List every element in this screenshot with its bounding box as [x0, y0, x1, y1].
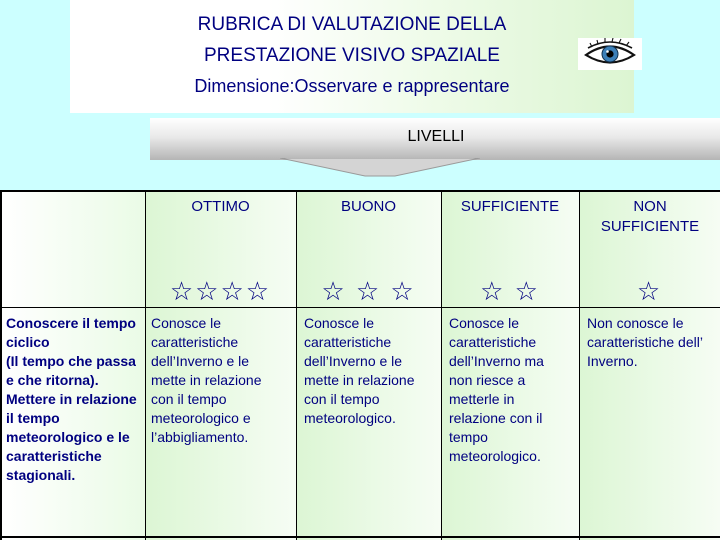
- stars-ottimo: ☆☆☆☆: [169, 276, 272, 306]
- criterion-line-1: Conoscere il tempo ciclico: [6, 315, 136, 350]
- levels-arrow: [280, 158, 480, 178]
- table-top-border: [0, 190, 720, 192]
- description-sufficiente: Conosce le caratteristiche dell’Inverno ma non riesce a metterle in relazione con il tempo meteorologico.: [449, 315, 544, 464]
- table-bottom-border: [0, 536, 720, 538]
- heading-sufficiente: SUFFICIENTE: [460, 198, 560, 215]
- criterion-label: [6, 314, 141, 485]
- table-left-border: [0, 190, 2, 540]
- title-subtitle: Dimensione:Osservare e rappresentare: [194, 76, 510, 96]
- description-non-sufficiente: Non conosce le caratteristiche dell’ Inverno.: [587, 315, 703, 369]
- row-divider: [0, 307, 720, 308]
- description-ottimo: Conosce le caratteristiche dell’Inverno e le mette in relazione con il tempo meteorologico e l’abbigliamento.: [151, 315, 262, 445]
- stars-sufficiente: ☆ ☆: [480, 276, 540, 306]
- eye-icon: [578, 38, 642, 70]
- column-divider: [579, 190, 580, 540]
- column-divider: [145, 190, 146, 540]
- stars-non-sufficiente: ☆: [636, 276, 663, 306]
- levels-label: LIVELLI: [407, 128, 465, 145]
- heading-buono: BUONO: [340, 198, 396, 215]
- column-divider: [441, 190, 442, 540]
- column-divider: [296, 190, 297, 540]
- title-line-2: PRESTAZIONE VISIVO SPAZIALE: [204, 45, 500, 66]
- title-line-1: RUBRICA DI VALUTAZIONE DELLA: [197, 14, 507, 35]
- heading-ottimo: OTTIMO: [191, 198, 250, 215]
- stars-buono: ☆ ☆ ☆: [321, 276, 416, 306]
- heading-non-sufficiente: NON SUFFICIENTE: [600, 198, 700, 235]
- criterion-line-3: Mettere in relazione il tempo meteorologico e le caratteristiche stagionali.: [6, 391, 137, 483]
- criterion-line-2: (Il tempo che passa e che ritorna).: [6, 353, 136, 388]
- description-buono: Conosce le caratteristiche dell’Inverno e le mette in relazione con il tempo meteorologico.: [304, 315, 415, 426]
